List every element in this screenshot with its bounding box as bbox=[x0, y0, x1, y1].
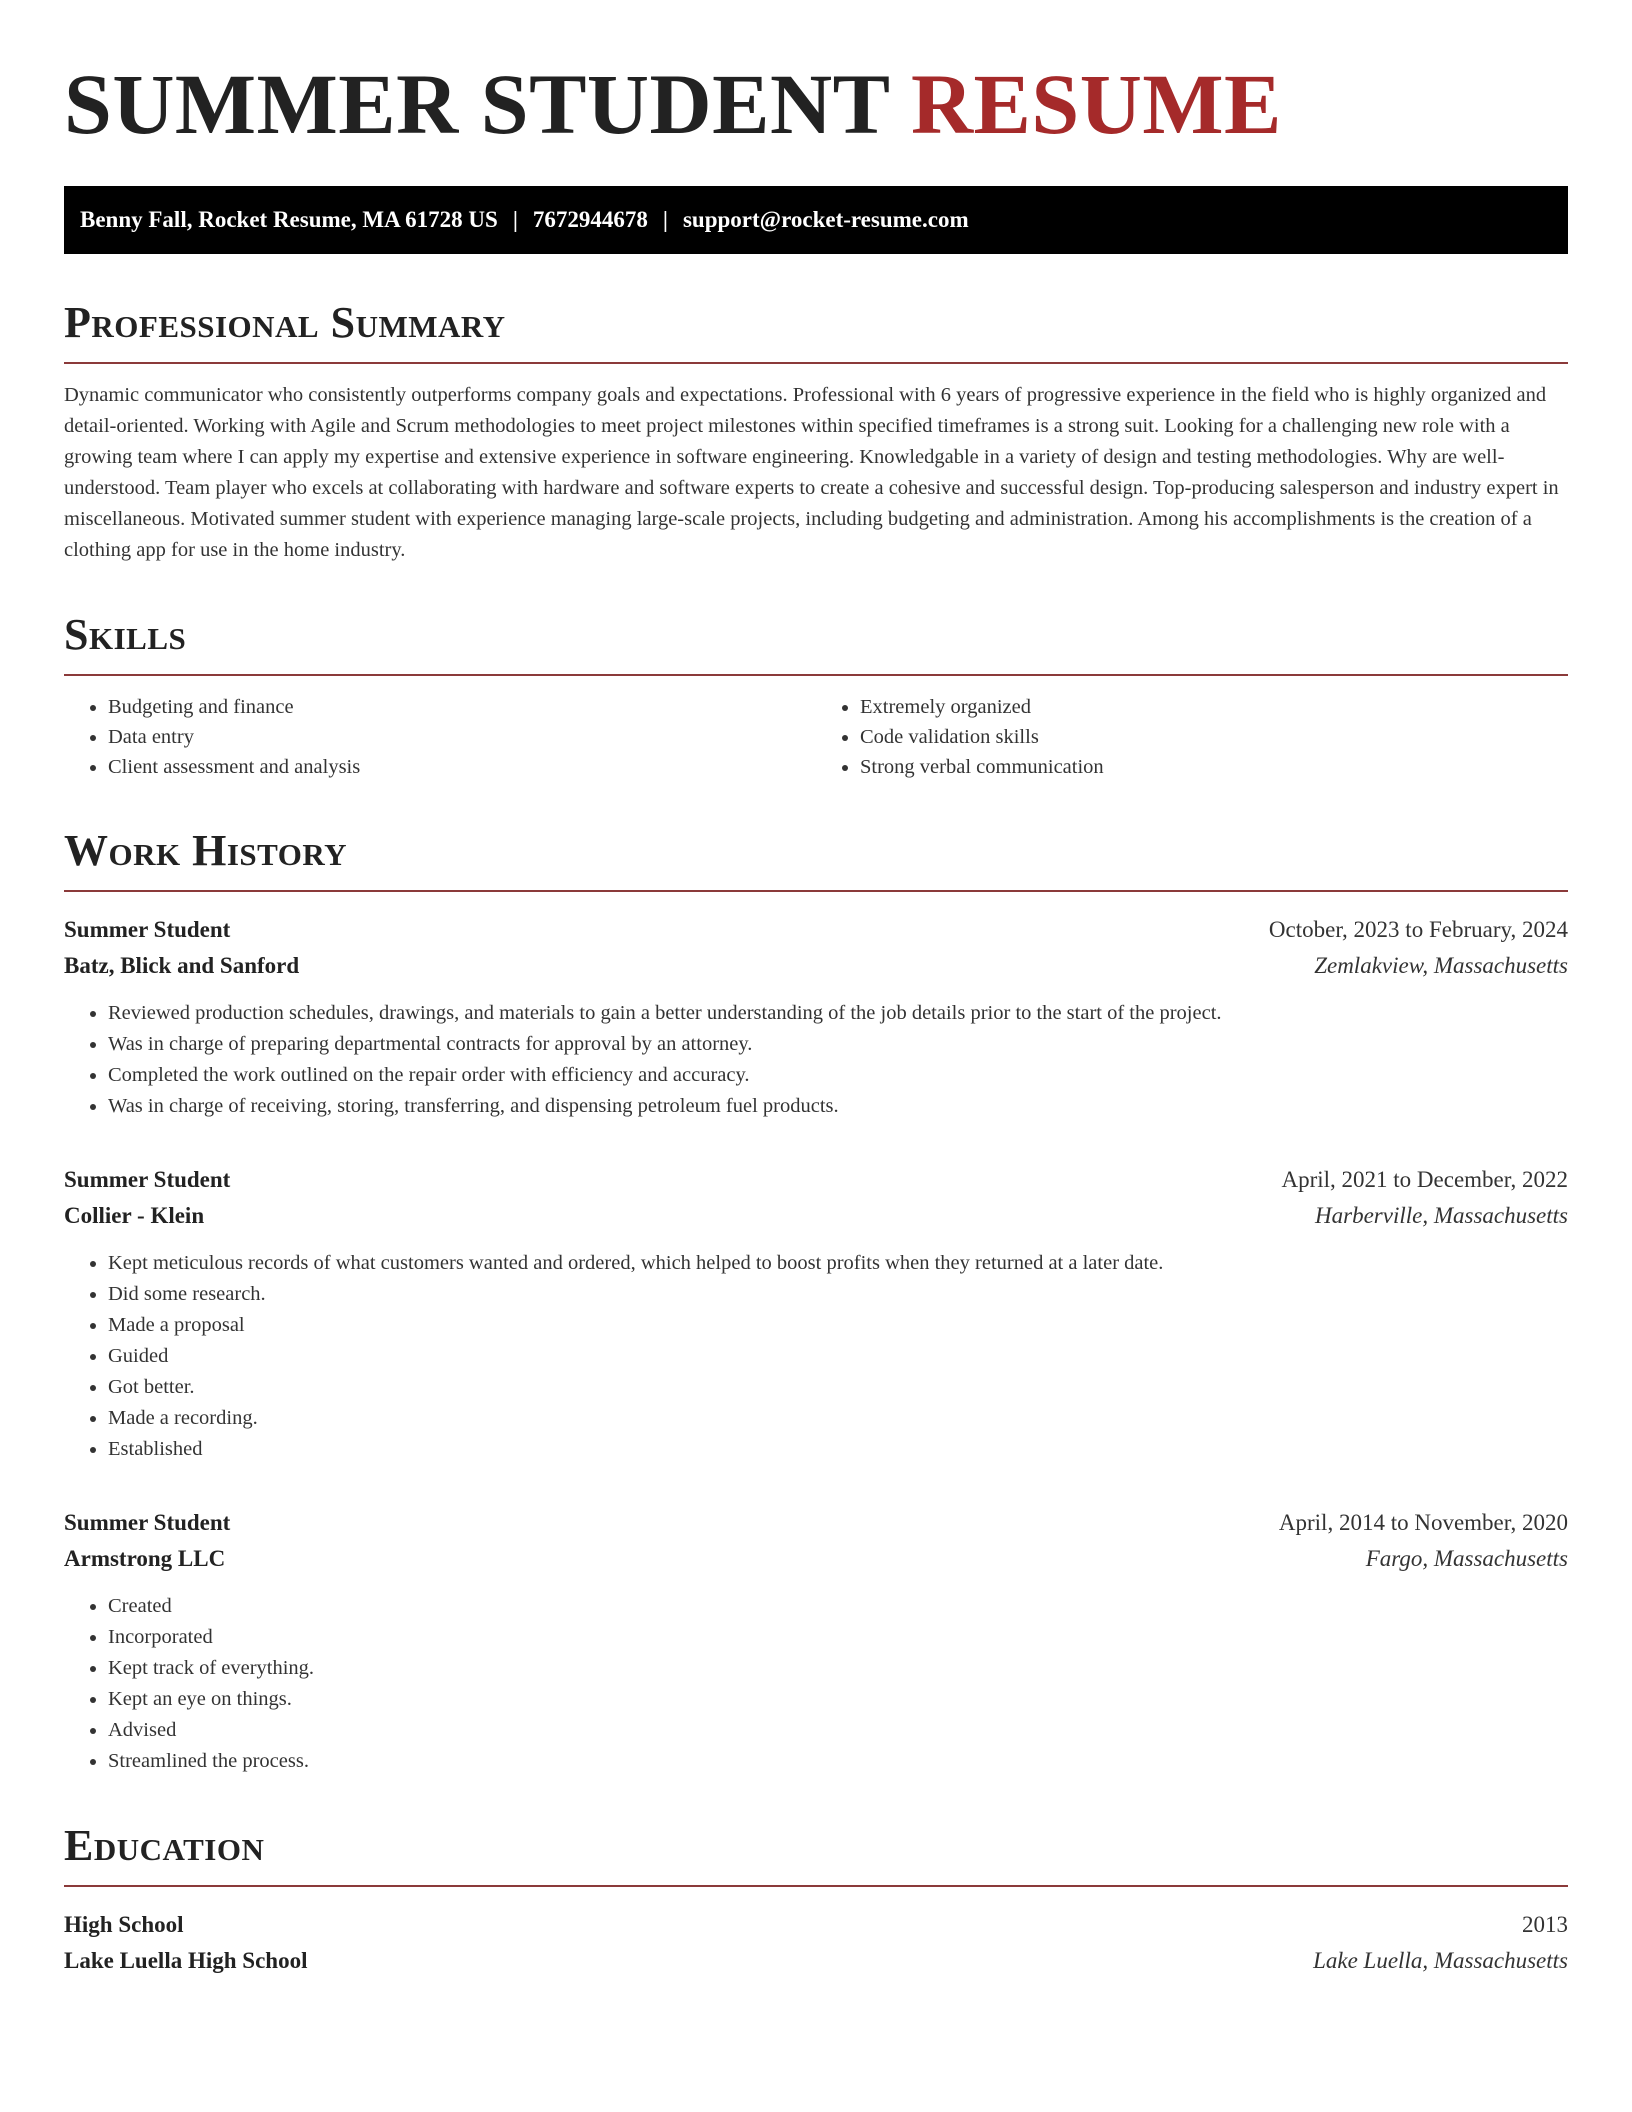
job-entry bbox=[64, 1162, 1568, 1465]
skills-column-right bbox=[816, 692, 1568, 782]
skill-item: • Budgeting and finance bbox=[108, 692, 816, 722]
skill-item: • Data entry bbox=[108, 722, 816, 752]
job-company: Armstrong LLC bbox=[64, 1546, 226, 1571]
section-divider bbox=[64, 674, 1568, 676]
contact-separator: | bbox=[512, 207, 518, 232]
job-entry bbox=[64, 1505, 1568, 1777]
contact-email: support@rocket-resume.com bbox=[682, 207, 969, 232]
job-company: Batz, Blick and Sanford bbox=[64, 953, 300, 978]
job-title: Summer Student bbox=[64, 917, 231, 942]
job-location: Zemlakview, Massachusetts bbox=[1314, 953, 1568, 978]
job-bullet: • Advised bbox=[108, 1715, 1568, 1746]
resume-title-accent: RESUME bbox=[910, 56, 1282, 152]
section-divider bbox=[64, 362, 1568, 364]
job-dates: October, 2023 to February, 2024 bbox=[1268, 917, 1568, 942]
job-bullet: • Created bbox=[108, 1591, 1568, 1622]
summary-heading: Professional Summary bbox=[64, 298, 506, 347]
work-history-heading: Work History bbox=[64, 826, 348, 875]
job-bullet: • Did some research. bbox=[108, 1279, 1568, 1310]
skill-item: • Code validation skills bbox=[860, 722, 1568, 752]
job-bullet: • Completed the work outlined on the repair order with efficiency and accuracy. bbox=[108, 1060, 1568, 1091]
skills-heading: Skills bbox=[64, 610, 187, 659]
job-bullet: • Kept track of everything. bbox=[108, 1653, 1568, 1684]
job-bullet: • Was in charge of preparing departmental contracts for approval by an attorney. bbox=[108, 1029, 1568, 1060]
job-bullet: • Incorporated bbox=[108, 1622, 1568, 1653]
contact-separator: | bbox=[662, 207, 668, 232]
job-bullet: • Guided bbox=[108, 1341, 1568, 1372]
education-school: Lake Luella High School bbox=[64, 1948, 308, 1973]
job-title: Summer Student bbox=[64, 1167, 231, 1192]
job-title: Summer Student bbox=[64, 1510, 231, 1535]
contact-address: Benny Fall, Rocket Resume, MA 61728 US bbox=[80, 207, 498, 232]
education-section bbox=[64, 1821, 1568, 1979]
job-bullets bbox=[64, 998, 1568, 1122]
summary-section bbox=[64, 298, 1568, 566]
job-location: Harberville, Massachusetts bbox=[1315, 1203, 1568, 1228]
contact-bar bbox=[64, 186, 1568, 254]
summary-text: Dynamic communicator who consistently outperforms company goals and expectations. Professional with 6 years of progressive experience in the field who is highly organized and detail-oriented. Working with Agile and Scrum methodologies to meet project milestones within specified timeframes is a strong suit. Looking for a challenging new role with a growing team where I can apply my expertise and extensive experience in software engineering. Knowledgable in a variety of design and testing methodologies. Why are well-understood. Team player who excels at collaborating with hardware and software experts to create a cohesive and successful design. Top-producing salesperson and industry expert in miscellaneous. Motivated summer student with experience managing large-scale projects, including budgeting and administration. Among his accomplishments is the creation of a clothing app for use in the home industry. bbox=[64, 384, 1559, 561]
resume-title bbox=[64, 56, 1568, 152]
education-degree: High School bbox=[64, 1912, 184, 1937]
skills-list bbox=[64, 692, 1568, 782]
skill-item: • Extremely organized bbox=[860, 692, 1568, 722]
job-bullets bbox=[64, 1248, 1568, 1465]
job-dates: April, 2021 to December, 2022 bbox=[1281, 1167, 1568, 1192]
skill-item: • Strong verbal communication bbox=[860, 752, 1568, 782]
job-entry bbox=[64, 912, 1568, 1122]
contact-phone: 7672944678 bbox=[532, 207, 648, 232]
section-divider bbox=[64, 890, 1568, 892]
job-bullet: • Made a proposal bbox=[108, 1310, 1568, 1341]
section-divider bbox=[64, 1885, 1568, 1887]
job-bullet: • Got better. bbox=[108, 1372, 1568, 1403]
job-bullet: • Made a recording. bbox=[108, 1403, 1568, 1434]
job-bullet: • Reviewed production schedules, drawings, and materials to gain a better understanding of the job details prior to the start of the project. bbox=[108, 998, 1568, 1029]
education-heading: Education bbox=[64, 1821, 265, 1870]
skills-section bbox=[64, 610, 1568, 782]
job-bullet: • Kept an eye on things. bbox=[108, 1684, 1568, 1715]
work-history-section bbox=[64, 826, 1568, 1777]
education-entry bbox=[64, 1907, 1568, 1979]
education-year: 2013 bbox=[1522, 1912, 1568, 1937]
resume-title-main: SUMMER STUDENT bbox=[64, 56, 889, 152]
job-company: Collier - Klein bbox=[64, 1203, 205, 1228]
job-bullet: • Kept meticulous records of what customers wanted and ordered, which helped to boost profits when they returned at a later date. bbox=[108, 1248, 1568, 1279]
job-bullet: • Was in charge of receiving, storing, transferring, and dispensing petroleum fuel products. bbox=[108, 1091, 1568, 1122]
skills-column-left bbox=[64, 692, 816, 782]
skill-item: • Client assessment and analysis bbox=[108, 752, 816, 782]
job-dates: April, 2014 to November, 2020 bbox=[1278, 1510, 1568, 1535]
job-bullet: • Established bbox=[108, 1434, 1568, 1465]
job-bullets bbox=[64, 1591, 1568, 1777]
job-location: Fargo, Massachusetts bbox=[1365, 1546, 1568, 1571]
education-location: Lake Luella, Massachusetts bbox=[1313, 1948, 1568, 1973]
job-bullet: • Streamlined the process. bbox=[108, 1746, 1568, 1777]
